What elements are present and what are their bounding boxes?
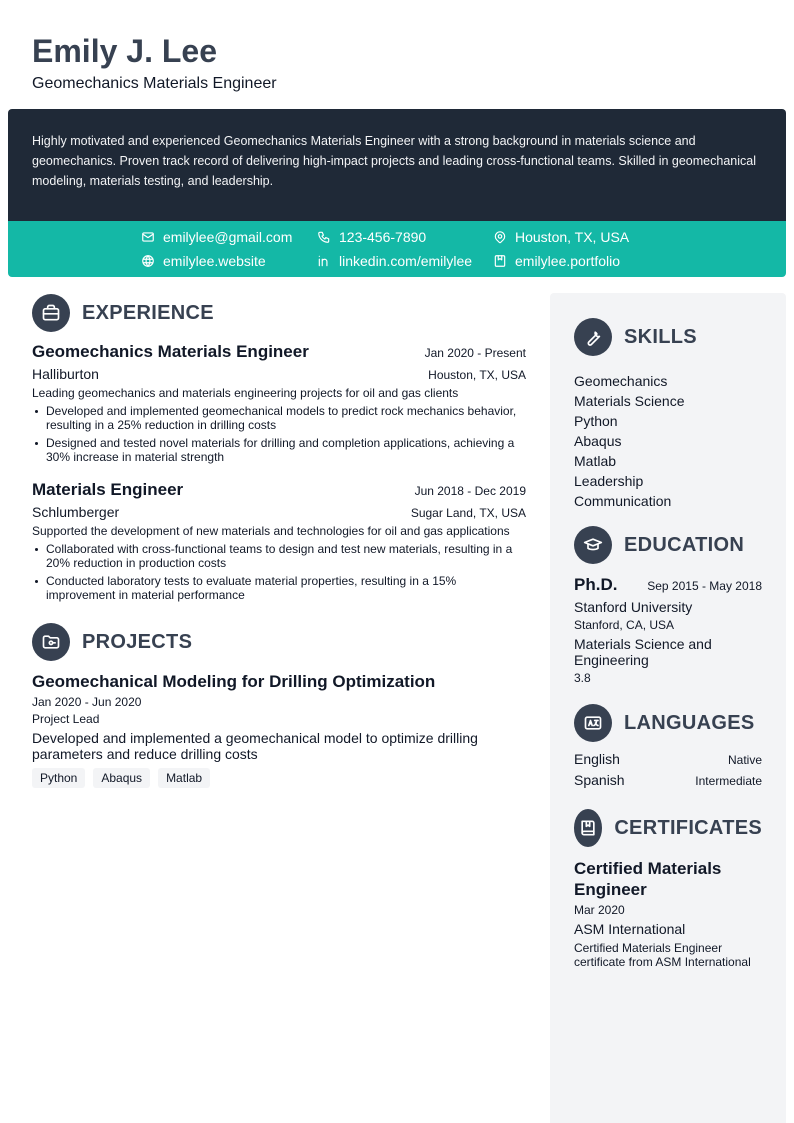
language-name: Spanish	[574, 772, 625, 788]
project-date: Jan 2020 - Jun 2020	[32, 695, 142, 709]
contact-email[interactable]	[141, 227, 292, 247]
language-name: English	[574, 751, 620, 767]
briefcase-icon	[32, 294, 70, 332]
job-description: Leading geomechanics and materials engineering projects for oil and gas clients	[32, 386, 459, 400]
job-description: Supported the development of new materials and technologies for oil and gas applications	[32, 524, 510, 538]
graduation-cap-icon	[574, 526, 612, 564]
phone-icon	[317, 230, 331, 244]
project-title: Geomechanical Modeling for Drilling Optimization	[32, 672, 436, 691]
skill-item: Matlab	[574, 453, 617, 469]
job-bullet: Collaborated with cross-functional teams to design and test new materials, resulting in a 20% reduction in production costs	[32, 542, 526, 570]
job-location: Houston, TX, USA	[428, 368, 526, 382]
job-bullets	[32, 404, 526, 464]
contact-website-text: emilylee.website	[163, 253, 266, 269]
education-school: Stanford University	[574, 599, 693, 615]
education-section-header	[574, 525, 762, 565]
contact-website[interactable]	[141, 251, 266, 271]
linkedin-icon	[317, 254, 331, 268]
project-entry	[32, 672, 526, 788]
education-location: Stanford, CA, USA	[574, 618, 675, 632]
contact-phone[interactable]	[317, 227, 426, 247]
skill-item: Communication	[574, 493, 672, 509]
contact-location	[493, 227, 629, 247]
certificate-description: Certified Materials Engineer certificate from ASM International	[574, 941, 751, 969]
languages-heading: LANGUAGES	[624, 711, 755, 734]
education-heading: EDUCATION	[624, 533, 745, 556]
job-title: Materials Engineer	[32, 480, 184, 499]
contact-portfolio-text: emilylee.portfolio	[515, 253, 621, 269]
job-company: Halliburton	[32, 366, 99, 382]
job-company: Schlumberger	[32, 504, 120, 520]
job-location: Sugar Land, TX, USA	[410, 506, 526, 520]
skills-heading: SKILLS	[624, 325, 697, 348]
project-tag: Python	[32, 768, 85, 788]
skill-item: Materials Science	[574, 393, 685, 409]
portfolio-icon	[493, 254, 507, 268]
folder-icon	[32, 623, 70, 661]
education-date: Sep 2015 - May 2018	[647, 579, 762, 593]
resume-header	[32, 32, 277, 93]
map-pin-icon	[493, 230, 507, 244]
projects-heading: PROJECTS	[82, 630, 193, 653]
skill-item: Abaqus	[574, 433, 622, 449]
project-description: Developed and implemented a geomechanical model to optimize drilling parameters and reduce drilling costs	[32, 730, 478, 762]
job-entry	[32, 480, 526, 602]
language-row	[574, 749, 762, 770]
contact-email-text: emilylee@gmail.com	[163, 229, 293, 245]
languages-list	[574, 749, 762, 791]
contact-linkedin[interactable]	[317, 251, 472, 271]
wrench-icon	[574, 318, 612, 356]
skill-item: Geomechanics	[574, 373, 668, 389]
certificate-title: Certified Materials Engineer	[574, 859, 722, 899]
contact-linkedin-text: linkedin.com/emilylee	[339, 253, 473, 269]
job-bullets	[32, 542, 526, 602]
certificate-issuer: ASM International	[574, 921, 686, 937]
job-date: Jan 2020 - Present	[424, 346, 526, 360]
skills-section-header	[574, 317, 762, 357]
contact-portfolio[interactable]	[493, 251, 620, 271]
job-bullet: Designed and tested novel materials for drilling and completion applications, achieving a 30% increase in material strength	[32, 436, 526, 464]
skill-item: Python	[574, 413, 618, 429]
mail-icon	[141, 230, 155, 244]
project-role: Project Lead	[32, 712, 100, 726]
education-degree: Ph.D.	[574, 575, 618, 594]
candidate-title: Geomechanics Materials Engineer	[32, 75, 277, 92]
job-title: Geomechanics Materials Engineer	[32, 342, 309, 361]
education-field: Materials Science and Engineering	[574, 636, 712, 668]
book-icon	[574, 809, 602, 847]
job-date: Jun 2018 - Dec 2019	[414, 484, 526, 498]
languages-section-header	[574, 703, 762, 743]
job-entry	[32, 342, 526, 464]
skills-list	[574, 371, 762, 511]
project-tag: Matlab	[158, 768, 210, 788]
contact-location-text: Houston, TX, USA	[515, 229, 630, 245]
job-bullet: Conducted laboratory tests to evaluate material properties, resulting in a 15% improvement in material performance	[32, 574, 526, 602]
experience-section-header	[32, 293, 526, 333]
projects-section-header	[32, 622, 526, 662]
contact-bar	[8, 221, 786, 277]
project-tags	[32, 768, 526, 788]
language-level: Native	[727, 753, 762, 767]
language-row	[574, 770, 762, 791]
summary-block: Highly motivated and experienced Geomechanics Materials Engineer with a strong background in materials science and geomechanics. Proven track record of delivering high-impact projects and leading cross-functional teams. Skilled in geomechanical modeling, materials testing, and leadership.	[8, 109, 786, 221]
skill-item: Leadership	[574, 473, 644, 489]
job-bullet: Developed and implemented geomechanical models to predict rock mechanics behavior, resulting in a 25% reduction in drilling costs	[32, 404, 526, 432]
certificate-date: Mar 2020	[574, 903, 625, 917]
globe-icon	[141, 254, 155, 268]
contact-phone-text: 123-456-7890	[339, 229, 427, 245]
certificates-section-header	[574, 808, 762, 848]
education-gpa: 3.8	[574, 671, 591, 685]
experience-heading: EXPERIENCE	[82, 301, 214, 324]
project-tag: Abaqus	[93, 768, 150, 788]
language-level: Intermediate	[695, 774, 762, 788]
sidebar	[550, 293, 786, 1123]
main-column	[32, 293, 526, 788]
certificates-heading: CERTIFICATES	[614, 816, 762, 839]
candidate-name: Emily J. Lee	[32, 33, 217, 69]
language-icon	[574, 704, 612, 742]
